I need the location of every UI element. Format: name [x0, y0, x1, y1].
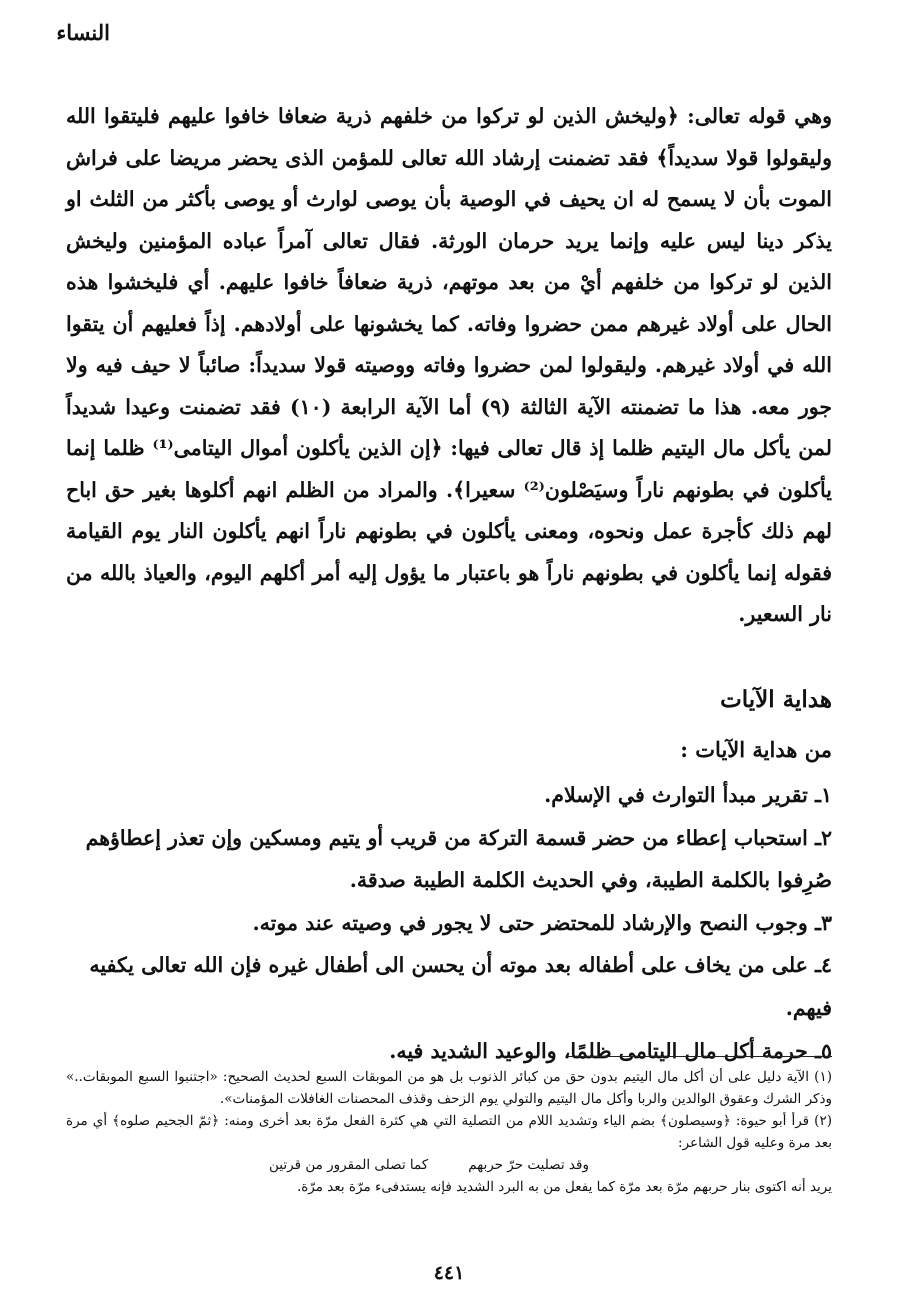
footnote-divider [568, 1056, 832, 1057]
footnote-2: (٢) قرأ أبو حيوة: ﴿وسيصلون﴾ بضم الياء وتشديد اللام من التصلية التي هي كثرة الفعل مرّة بعد أخرى ومنه: ﴿ثمّ الجحيم صلوه﴾ أي مرة بعد مرة وعليه قول الشاعر: [66, 1113, 832, 1151]
footnote-2-continuation: يريد أنه اكتوى بنار حربهم مرّة بعد مرّة كما يفعل من به البرد الشديد فإنه يستدفىء مرّة بعد مرّة. [296, 1179, 832, 1195]
guidance-item-4: ٤ـ على من يخاف على أطفاله بعد موته أن يحسن الى أطفال غيره فإن الله تعالى يكفيه فيهم. [89, 953, 832, 1020]
footnotes [66, 1066, 832, 1198]
guidance-item-5: ٥ـ حرمة أكل مال اليتامى ظلمًا، والوعيد الشديد فيه. [389, 1038, 832, 1063]
section-subheading: من هداية الآيات : [680, 737, 832, 762]
section-title: هداية الآيات [720, 686, 832, 713]
guidance-item-2: ٢ـ استحباب إعطاء من حضر قسمة التركة من قريب أو يتيم ومسكين وإن تعذر إعطاؤهم صُرِفوا بالكلمة الطيبة، وفي الحديث الكلمة الطيبة صدقة. [85, 825, 832, 893]
guidance-list [66, 774, 832, 1072]
verse-first-hemistich: وقد تصليت حرّ حربهم [468, 1157, 589, 1173]
running-head-surah-name: النساء [56, 20, 110, 45]
page-number: ٤٤١ [433, 1262, 465, 1284]
commentary-paragraph: وهي قوله تعالى: ﴿وليخش الذين لو تركوا من خلفهم ذرية ضعافا خافوا عليهم فليتقوا الله وليقولوا قولا سديداً﴾ فقد تضمنت إرشاد الله تعالى للمؤمن الذى يحضر مريضا على فراش الموت بأن لا يسمح له ان يحيف في الوصية بأن يوصى لوارث أو يوصى بأكثر من الثلث او يذكر دينا ليس عليه وإنما يريد حرمان الورثة. فقال تعالى آمراً عباده المؤمنين وليخش الذين لو تركوا من خلفهم أيْ من بعد موتهم، ذرية ضعافاً خافوا عليهم. أي فليخشوا هذه الحال على أولاد غيرهم ممن حضروا وفاته. كما يخشونها على أولادهم. إذاً فعليهم أن يتقوا الله في أولاد غيرهم. وليقولوا لمن حضروا وفاته ووصيته قولا سديداً: صائباً لا حيف فيه ولا جور معه. هذا ما تضمنته الآية الثالثة (٩) أما الآية الرابعة (١٠) فقد تضمنت وعيدا شديداً لمن يأكل مال اليتيم ظلما إذ قال تعالى فيها: ﴿إن الذين يأكلون أموال اليتامى⁽¹⁾ ظلما إنما يأكلون في بطونهم ناراً وسيَصْلون⁽²⁾ سعيرا﴾. والمراد من الظلم انهم أكلوها بغير حق اباح لهم ذلك كأجرة عمل ونحوه، ومعنى يأكلون في بطونهم ناراً انهم يأكلون النار يوم القيامة فقوله إنما يأكلون في بطونهم ناراً هو باعتبار ما يؤول إليه أمر أكلهم اليوم، والعياذ بالله من نار السعير. [66, 104, 833, 626]
commentary-body [66, 96, 832, 636]
poetry-verse [66, 1154, 832, 1176]
guidance-item-3: ٣ـ وجوب النصح والإرشاد للمحتضر حتى لا يجور في وصيته عند موته. [252, 910, 832, 935]
verse-second-hemistich: كما تصلى المقرور من قرتين [269, 1157, 429, 1173]
guidance-item-1: ١ـ تقرير مبدأ التوارث في الإسلام. [544, 783, 832, 807]
footnote-1: (١) الآية دليل على أن أكل مال اليتيم بدون حق من كبائر الذنوب بل هو من الموبقات السبع لحديث الصحيح: «اجتنبوا السبع الموبقات..» وذكر الشرك وعقوق الوالدين والربا وأكل مال اليتيم والتولي يوم الزحف وقذف المحصنات الغافلات المؤمنات». [66, 1069, 832, 1107]
